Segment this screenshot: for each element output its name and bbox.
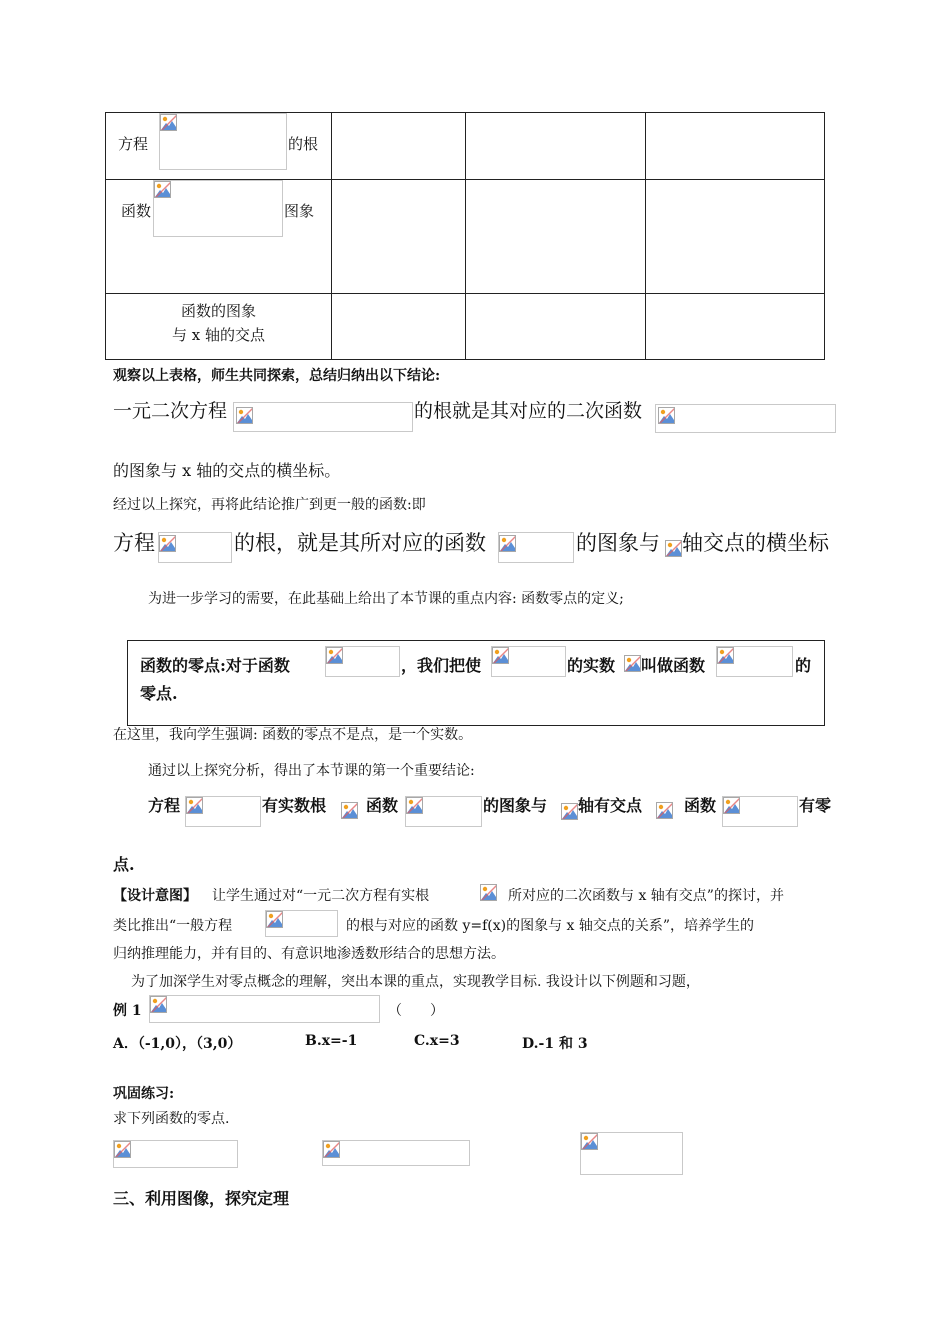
further-text: 为进一步学习的需要，在此基础上给出了本节课的重点内容: 函数零点的定义; xyxy=(148,591,624,607)
example-label: 例 1 xyxy=(113,1003,142,1019)
table-row3-label-line1: 函数的图象 xyxy=(180,302,256,320)
broken-image-icon xyxy=(656,802,673,819)
option-b: B.x=-1 xyxy=(305,1033,358,1049)
broken-image-icon xyxy=(266,911,283,928)
conclusion2-b: 的根，就是其所对应的函数 xyxy=(234,531,486,555)
practice-text: 求下列函数的零点. xyxy=(113,1111,230,1127)
definition-e: 的 xyxy=(795,656,812,675)
design-line1-b: 所对应的二次函数与 x 轴有交点”的探讨，并 xyxy=(508,888,784,904)
example-question-image xyxy=(149,995,380,1023)
table-cell xyxy=(466,113,646,180)
conclusion3-d: 的图象与 xyxy=(483,796,548,815)
option-a: A．（-1,0），（3,0） xyxy=(113,1036,242,1052)
broken-image-icon xyxy=(341,802,358,819)
broken-image-icon xyxy=(154,181,171,198)
broken-image-icon xyxy=(665,540,682,557)
broken-image-icon xyxy=(114,1141,131,1158)
practice-function-2-image xyxy=(322,1140,470,1166)
function-image xyxy=(153,180,283,237)
table-row1-label-a: 方程 xyxy=(118,135,149,153)
conclusion2-c: 的图象与 xyxy=(576,531,660,555)
conclusion2-d: 轴交点的横坐标 xyxy=(682,531,829,555)
table-cell xyxy=(466,294,646,360)
general-function-image xyxy=(498,532,574,563)
definition-function2-image xyxy=(716,646,793,677)
broken-image-icon xyxy=(406,797,423,814)
broken-image-icon xyxy=(326,647,343,664)
broken-image-icon xyxy=(186,797,203,814)
analysis-text: 通过以上探究分析，得出了本节课的第一个重要结论: xyxy=(148,763,475,779)
broken-image-icon xyxy=(499,535,516,552)
definition-d: 叫做函数 xyxy=(641,656,706,675)
broken-image-icon xyxy=(723,797,740,814)
design-line2-a: 类比推出“一般方程 xyxy=(113,918,233,934)
table-cell-intersection xyxy=(106,294,332,360)
example-paren: （ ） xyxy=(388,1003,444,1019)
table-row2-label-b: 图象 xyxy=(284,202,315,220)
conclusion3-f: 函数 xyxy=(684,796,717,815)
conclusion3-g: 有零 xyxy=(799,796,832,815)
definition-b: ，我们把使 xyxy=(401,656,482,675)
definition-c: 的实数 xyxy=(567,656,616,675)
roots-table xyxy=(105,112,825,360)
equation-image xyxy=(159,113,287,170)
broken-image-icon xyxy=(236,407,253,424)
conclusion3-e: 轴有交点 xyxy=(578,796,643,815)
table-cell xyxy=(646,113,825,180)
conclusion3-h: 点. xyxy=(113,855,135,874)
option-d: D.-1 和 3 xyxy=(522,1036,588,1052)
zero-definition-box xyxy=(127,640,825,726)
conclusion3-c: 函数 xyxy=(366,796,399,815)
broken-image-icon xyxy=(159,535,176,552)
broken-image-icon xyxy=(581,1133,598,1150)
design-line3: 归纳推理能力，并有目的、有意识地渗透数形结合的思想方法。 xyxy=(113,946,505,962)
section3-heading: 三、利用图像，探究定理 xyxy=(113,1189,290,1208)
table-cell xyxy=(466,180,646,294)
table-cell-equation-roots xyxy=(106,113,332,180)
broken-image-icon xyxy=(480,884,497,901)
generalize-text: 经过以上探究，再将此结论推广到更一般的函数:即 xyxy=(113,497,426,513)
definition-equation-image xyxy=(491,646,566,677)
definition-a: 函数的零点:对于函数 xyxy=(140,656,290,675)
definition-function-image xyxy=(325,646,400,677)
practice-title: 巩固练习: xyxy=(113,1086,175,1102)
quadratic-function-image xyxy=(655,404,836,433)
table-cell xyxy=(646,294,825,360)
broken-image-icon xyxy=(323,1141,340,1158)
conclusion3-b: 有实数根 xyxy=(262,796,327,815)
practice-function-3-image xyxy=(580,1132,683,1175)
design-line1-a: 让学生通过对“一元二次方程有实根 xyxy=(212,888,430,904)
observe-text: 观察以上表格，师生共同探索，总结归纳出以下结论: xyxy=(113,368,441,384)
design-line2-b: 的根与对应的函数 y=f(x)的图象与 x 轴交点的关系”，培养学生的 xyxy=(346,918,755,934)
broken-image-icon xyxy=(624,655,641,672)
broken-image-icon xyxy=(160,114,177,131)
table-cell xyxy=(332,294,466,360)
table-cell-function-graph xyxy=(106,180,332,294)
quadratic-equation-image xyxy=(233,402,413,432)
table-cell xyxy=(332,113,466,180)
conclusion1-a: 一元二次方程 xyxy=(113,400,228,422)
table-cell xyxy=(332,180,466,294)
general-equation-image xyxy=(158,532,232,563)
conclusion3-a: 方程 xyxy=(148,796,181,815)
conclusion1-b: 的根就是其对应的二次函数 xyxy=(414,400,643,422)
option-c: C.x=3 xyxy=(414,1033,460,1049)
practice-function-1-image xyxy=(113,1140,238,1168)
table-row3-label-line2: 与 x 轴的交点 xyxy=(172,326,265,344)
conclusion3-function2-image xyxy=(722,796,798,827)
broken-image-icon xyxy=(658,407,675,424)
table-row2-label-a: 函数 xyxy=(121,202,152,220)
conclusion3-function-image xyxy=(405,796,482,827)
broken-image-icon xyxy=(150,996,167,1013)
emphasis-text: 在这里，我向学生强调: 函数的零点不是点，是一个实数。 xyxy=(113,727,473,743)
conclusion1-c: 的图象与 x 轴的交点的横坐标。 xyxy=(113,461,341,480)
conclusion2-a: 方程 xyxy=(113,531,155,555)
table-row1-label-b: 的根 xyxy=(288,135,319,153)
broken-image-icon xyxy=(717,647,734,664)
definition-f: 零点. xyxy=(140,684,178,703)
design-tag: 【设计意图】 xyxy=(113,888,197,904)
table-cell xyxy=(646,180,825,294)
broken-image-icon xyxy=(561,803,578,820)
conclusion3-equation-image xyxy=(185,796,261,827)
deepen-text: 为了加深学生对零点概念的理解，突出本课的重点，实现教学目标. 我设计以下例题和习题， xyxy=(131,974,700,990)
design-equation-image xyxy=(265,910,338,937)
broken-image-icon xyxy=(492,647,509,664)
